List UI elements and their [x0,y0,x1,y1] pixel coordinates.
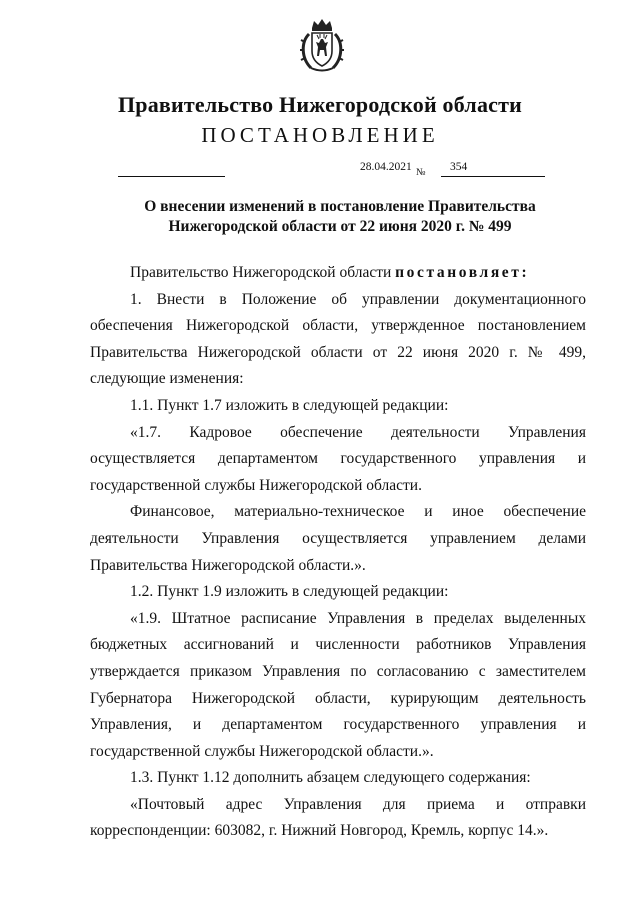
number-underline-right [441,176,545,177]
date-underline-left [118,176,225,177]
document-number: 354 [450,161,468,173]
intro-text: Правительство Нижегородской области [130,264,396,281]
subject-line-2: Нижегородской области от 22 июня 2020 г. № 499 [168,218,512,235]
government-name: Правительство Нижегородской области [117,92,522,117]
subject-line-1: О внесении изменений в постановление Правительства [144,198,536,215]
document-subject [90,197,590,237]
paragraph-1-3: 1.3. Пункт 1.12 дополнить абзацем следующего содержания: [130,769,531,787]
paragraph-postal-address: «Почтовый адрес Управления для приема и отправки корреспонденции: 603082, г. Нижний Новгород, Кремль, корпус 14.». [90,795,586,840]
paragraph-1: 1. Внести в Положение об управлении документационного обеспечения Нижегородской области, утвержденное постановлением Правительства Нижегородской области от 22 июня 2020 г. № 499, следующие изменения: [90,290,586,388]
paragraph-1-7-text: «1.7. Кадровое обеспечение деятельности Управления осуществляется департаментом государственного управления и государственной службы Нижегородской области. [90,423,586,494]
paragraph-1-2: 1.2. Пункт 1.9 изложить в следующей редакции: [130,583,449,601]
coat-of-arms-icon [299,18,345,74]
number-sign: № [416,167,426,178]
document-body [90,260,586,845]
paragraph-1-9-text: «1.9. Штатное расписание Управления в пределах выделенных бюджетных ассигнований и численности работников Управления утверждается приказом Управления по согласованию с заместителем Губернатора Нижегородской области, курирующим деятельность Управления, и департаментом государственного управления и государственной службы Нижегородской области.». [90,609,586,760]
intro-verb: постановляет: [395,264,530,281]
document-date: 28.04.2021 [360,161,412,173]
paragraph-financial: Финансовое, материально-техническое и иное обеспечение деятельности Управления осуществляется управлением делами Правительства Нижегородской области.». [90,503,586,574]
document-type: ПОСТАНОВЛЕНИЕ [201,123,439,147]
paragraph-1-1: 1.1. Пункт 1.7 изложить в следующей редакции: [130,396,449,414]
intro-paragraph [90,260,586,287]
